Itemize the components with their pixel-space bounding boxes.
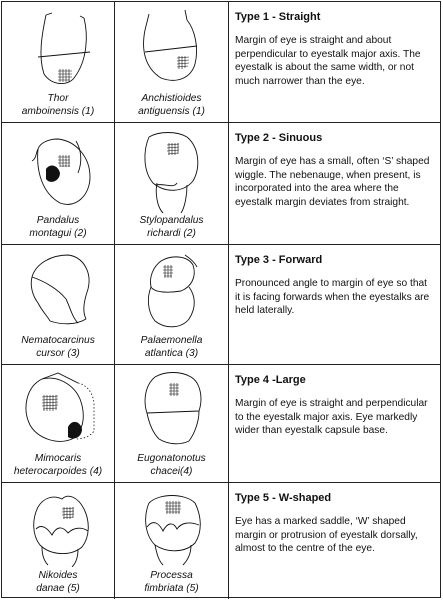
species-genus: Thor: [47, 93, 69, 104]
species-genus: Pandalus: [36, 215, 80, 226]
species-caption: [2, 452, 114, 478]
eye-type-table: [1, 1, 441, 598]
specimen-cell: [115, 365, 228, 482]
type-description: Pronounced angle to margin of eye so that it is facing forwards when the eyestalks are held laterally.: [235, 278, 430, 316]
table-row-type-5: [2, 483, 440, 599]
eye-drawing-nematocarcinus: [2, 245, 114, 333]
table-row-type-3: [2, 245, 440, 365]
species-epithet: atlantica (3): [144, 348, 199, 359]
specimen-cell: [2, 123, 114, 244]
eye-drawing-palaemonella: [115, 245, 228, 333]
type-title: Type 1 - Straight: [235, 11, 321, 23]
species-epithet: danae (5): [36, 583, 80, 594]
table-row-type-1: [2, 2, 440, 123]
type-title: Type 3 - Forward: [235, 254, 323, 266]
specimen-cell: [2, 2, 114, 122]
specimen-cell: [2, 245, 114, 364]
species-caption: [115, 334, 228, 360]
specimen-cell: [2, 365, 114, 482]
species-epithet: montagui (2): [29, 228, 87, 239]
table-row-type-4: [2, 365, 440, 483]
type-description: Margin of eye is straight and perpendicular to the eyestalk major axis. Eye markedly wider than eyestalk capsule base.: [235, 398, 428, 436]
specimen-cell: [115, 123, 228, 244]
eye-drawing-anchistioides: [115, 2, 228, 92]
eye-drawing-processa: [115, 483, 228, 567]
eye-drawing-thor: [2, 2, 114, 92]
type-description: Eye has a marked saddle, ‘W’ shaped margin or protrusion of eyestalk dorsally, almost to the centre of the eye.: [235, 516, 418, 554]
species-epithet: amboinensis (1): [21, 106, 95, 117]
species-caption: [2, 92, 114, 118]
species-genus: Stylopandalus: [139, 215, 204, 226]
specimen-cell: [115, 245, 228, 364]
type-description-cell: [235, 10, 434, 88]
species-epithet: cursor (3): [36, 348, 80, 359]
species-caption: [115, 569, 228, 595]
specimen-cell: [115, 483, 228, 599]
species-epithet: heterocarpoides (4): [13, 466, 103, 477]
eye-drawing-stylopandalus: [115, 123, 228, 215]
eye-drawing-pandalus: [2, 123, 114, 215]
species-caption: [2, 214, 114, 240]
species-epithet: richardi (2): [147, 228, 196, 239]
species-genus: Nikoides: [38, 570, 78, 581]
type-description-cell: [235, 491, 434, 556]
species-genus: Palaemonella: [140, 335, 203, 346]
type-title: Type 5 - W-shaped: [235, 492, 332, 504]
species-genus: Mimocaris: [34, 453, 82, 464]
species-genus: Processa: [150, 570, 193, 581]
type-description-cell: [235, 373, 434, 438]
eye-drawing-nikoides: [2, 483, 114, 567]
species-caption: [115, 452, 228, 478]
species-genus: Anchistioides: [141, 93, 202, 104]
species-epithet: fimbriata (5): [144, 583, 199, 594]
species-genus: Nematocarcinus: [21, 335, 95, 346]
species-caption: [2, 334, 114, 360]
type-title: Type 4 -Large: [235, 374, 306, 386]
type-description: Margin of eye has a small, often ‘S’ shaped wiggle. The nebenauge, when present, is incorporated into the area where the eyestalk margin deviates from straight.: [235, 156, 430, 208]
type-description: Margin of eye is straight and about perpendicular to eyestalk major axis. The eyestalk is about the same width, or not much narrower than the eye.: [235, 35, 421, 87]
species-caption: [115, 92, 228, 118]
table-row-type-2: [2, 123, 440, 245]
species-caption: [2, 569, 114, 595]
type-title: Type 2 - Sinuous: [235, 132, 323, 144]
type-description-cell: [235, 253, 434, 318]
species-epithet: antiguensis (1): [138, 106, 205, 117]
specimen-cell: [2, 483, 114, 599]
eye-drawing-mimocaris: [2, 365, 114, 451]
type-description-cell: [235, 131, 434, 209]
species-epithet: chacei(4): [150, 466, 193, 477]
species-genus: Eugonatonotus: [137, 453, 206, 464]
eye-drawing-eugonatonotus: [115, 365, 228, 451]
species-caption: [115, 214, 228, 240]
specimen-cell: [115, 2, 228, 122]
